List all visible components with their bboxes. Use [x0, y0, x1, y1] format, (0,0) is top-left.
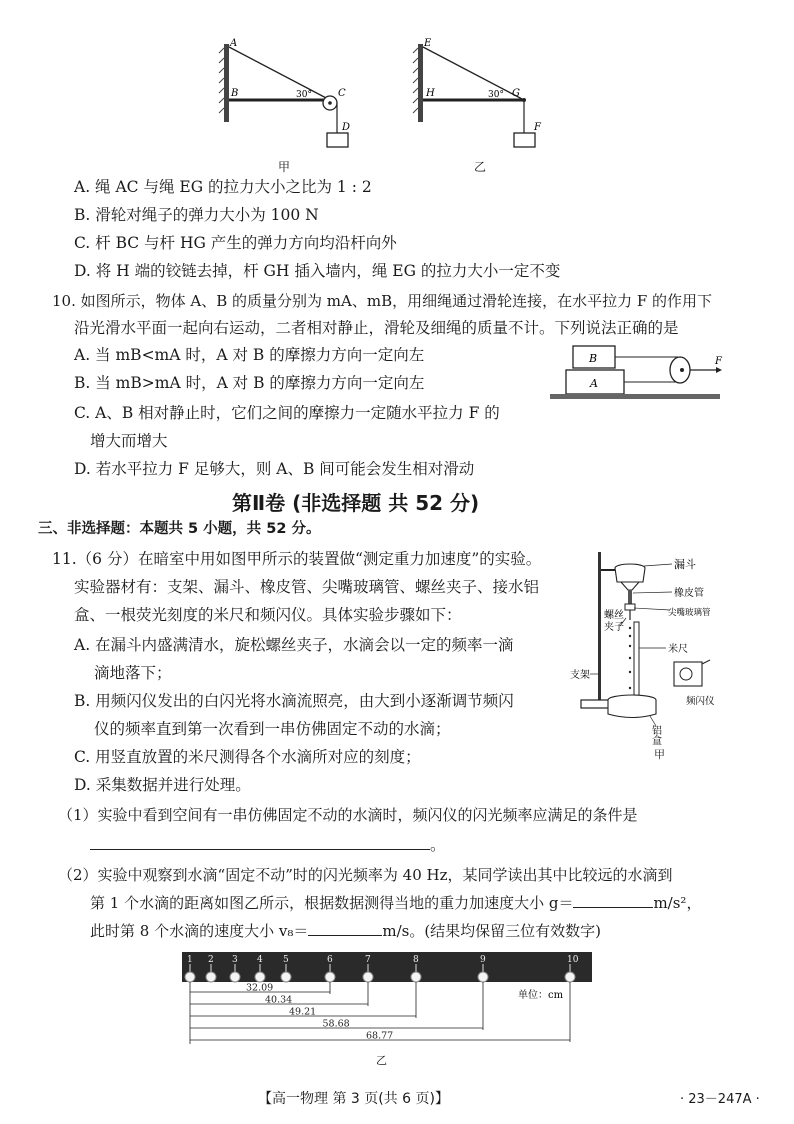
- q10-stem-1: 10. 如图所示，物体 A、B 的质量分别为 mA、mB，用细绳通过滑轮连接，在水平拉力 F 的作用下: [52, 292, 713, 310]
- q11-step-d: D. 采集数据并进行处理。: [74, 776, 251, 794]
- q11-step-a-2: 滴地落下；: [94, 664, 172, 682]
- q11-step-b-2: 仪的频率直到第一次看到一串仿佛固定不动的水滴；: [94, 720, 451, 738]
- drop-number: 1: [187, 955, 193, 965]
- label-clip-2: 夹子: [604, 622, 624, 633]
- label-box-1: 铝: [652, 726, 662, 737]
- water-drop: [281, 972, 291, 982]
- q11-part-1: （1）实验中看到空间有一串仿佛固定不动的水滴时，频闪仪的闪光频率应满足的条件是: [58, 806, 638, 824]
- unit-label: 单位：cm: [518, 990, 564, 1001]
- label-B: B: [589, 352, 598, 365]
- label-G: G: [512, 88, 520, 99]
- q11-line-1: 11.（6 分）在暗室中用如图甲所示的装置做“测定重力加速度”的实验。: [52, 550, 542, 568]
- dim-value: 68.77: [366, 1030, 394, 1042]
- q10-option-b: B. 当 mB>mA 时，A 对 B 的摩擦力方向一定向左: [74, 374, 425, 392]
- q9-option-a: A. 绳 AC 与绳 EG 的拉力大小之比为 1 : 2: [74, 178, 372, 196]
- water-drop: [363, 972, 373, 982]
- water-drop: [325, 972, 335, 982]
- drop-number: 2: [208, 955, 214, 965]
- label-angle: 30°: [488, 90, 504, 100]
- q11-part-2-b-text: 第 1 个水滴的距离如图乙所示，根据数据测得当地的重力加速度大小 g＝: [90, 894, 574, 912]
- water-drop: [230, 972, 240, 982]
- period: 。: [430, 836, 446, 854]
- q11-part-2-b: [90, 892, 701, 914]
- drop-number: 7: [365, 955, 371, 965]
- q11-step-b-1: B. 用频闪仪发出的白闪光将水滴流照亮，由大到小逐渐调节频闪: [74, 692, 514, 710]
- q11-part-2-c: [90, 920, 601, 942]
- label-ruler: 米尺: [668, 644, 688, 655]
- figure-jia-caption: 甲: [278, 160, 291, 174]
- dim-value: 58.68: [322, 1018, 350, 1030]
- figure-jia-q9: [210, 38, 360, 158]
- q11-part-1-answer: [90, 834, 446, 856]
- q11-part-2-c-text: 此时第 8 个水滴的速度大小 v₈＝: [90, 922, 309, 940]
- label-C: C: [338, 88, 346, 99]
- q9-option-d: D. 将 H 端的铰链去掉，杆 GH 插入墙内，绳 EG 的拉力大小一定不变: [74, 262, 561, 280]
- q10-option-c-1: C. A、B 相对静止时，它们之间的摩擦力一定随水平拉力 F 的: [74, 404, 500, 422]
- q10-option-c-2: 增大而增大: [90, 432, 168, 450]
- q11-line-2: 实验器材有：支架、漏斗、橡皮管、尖嘴玻璃管、螺丝夹子、接水铝: [74, 578, 540, 596]
- label-F: F: [715, 356, 722, 367]
- label-B: B: [231, 88, 239, 99]
- answer-blank-g[interactable]: [573, 907, 653, 908]
- figure-q10-blocks: [548, 340, 728, 410]
- dim-value: 40.34: [265, 994, 293, 1006]
- q11-step-a-1: A. 在漏斗内盛满清水，旋松螺丝夹子，水滴会以一定的频率一滴: [74, 636, 514, 654]
- footer-page-info: 【高一物理 第 3 页(共 6 页)】: [258, 1091, 449, 1107]
- label-box-2: 盒: [652, 736, 662, 747]
- q10-stem-2: 沿光滑水平面一起向右运动，二者相对静止，滑轮及细绳的质量不计。下列说法正确的是: [74, 319, 679, 337]
- q10-option-a: A. 当 mB<mA 时，A 对 B 的摩擦力方向一定向左: [74, 346, 425, 364]
- label-A: A: [230, 38, 238, 49]
- label-E: E: [424, 38, 432, 49]
- q9-option-b: B. 滑轮对绳子的弹力大小为 100 N: [74, 206, 319, 224]
- footer-code: · 23－247A ·: [680, 1092, 760, 1107]
- drop-number: 6: [327, 955, 333, 965]
- label-clip-1: 螺丝: [604, 610, 624, 621]
- label-funnel: 漏斗: [674, 558, 696, 571]
- water-drop: [255, 972, 265, 982]
- label-A: A: [590, 377, 598, 390]
- figure-yi-q9: [410, 38, 560, 158]
- q9-option-c: C. 杆 BC 与杆 HG 产生的弹力方向均沿杆向外: [74, 234, 397, 252]
- drop-number: 8: [413, 955, 419, 965]
- answer-blank-v8[interactable]: [308, 935, 382, 936]
- q11-part-2-c-tail: m/s。(结果均保留三位有效数字): [382, 922, 602, 940]
- q10-option-d: D. 若水平拉力 F 足够大，则 A、B 间可能会发生相对滑动: [74, 460, 475, 478]
- label-angle: 30°: [296, 90, 312, 100]
- label-D: D: [342, 122, 351, 133]
- label-F: F: [534, 122, 541, 133]
- figure-yi-caption: 乙: [474, 160, 487, 174]
- label-stand: 支架: [570, 670, 590, 681]
- unit-g: m/s²，: [653, 894, 702, 912]
- drop-number: 5: [283, 955, 289, 965]
- dim-value: 32.09: [246, 982, 274, 994]
- section-2-title: 第Ⅱ卷 (非选择题 共 52 分): [232, 491, 480, 515]
- label-glass-tube: 尖嘴玻璃管: [668, 608, 711, 618]
- q11-line-3: 盒、一根荧光刻度的米尺和频闪仪。具体实验步骤如下：: [74, 606, 462, 624]
- section-2-intro: 三、非选择题：本题共 5 小题，共 52 分。: [38, 521, 321, 537]
- label-strobe: 频闪仪: [686, 696, 715, 707]
- drop-number: 10: [567, 955, 579, 965]
- q11-part-2-a: （2）实验中观察到水滴“固定不动”时的闪光频率为 40 Hz，某同学读出其中比较远的水滴到: [58, 866, 673, 884]
- label-rubber-tube: 橡皮管: [674, 588, 704, 599]
- dim-value: 49.21: [289, 1006, 317, 1018]
- answer-blank-1[interactable]: [90, 849, 430, 850]
- q11-step-c: C. 用竖直放置的米尺测得各个水滴所对应的刻度；: [74, 748, 421, 766]
- water-drop: [411, 972, 421, 982]
- water-drop: [206, 972, 216, 982]
- drop-number: 3: [232, 955, 238, 965]
- drop-number: 4: [257, 955, 263, 965]
- figure-q11-apparatus-caption: 甲: [654, 748, 665, 761]
- water-drop: [185, 972, 195, 982]
- figure-q11-ruler: [178, 950, 598, 1050]
- figure-q11-ruler-caption: 乙: [376, 1054, 387, 1067]
- drop-number: 9: [480, 955, 486, 965]
- water-drop: [565, 972, 575, 982]
- label-H: H: [426, 88, 435, 99]
- figure-q11-apparatus: [570, 548, 756, 747]
- water-drop: [478, 972, 488, 982]
